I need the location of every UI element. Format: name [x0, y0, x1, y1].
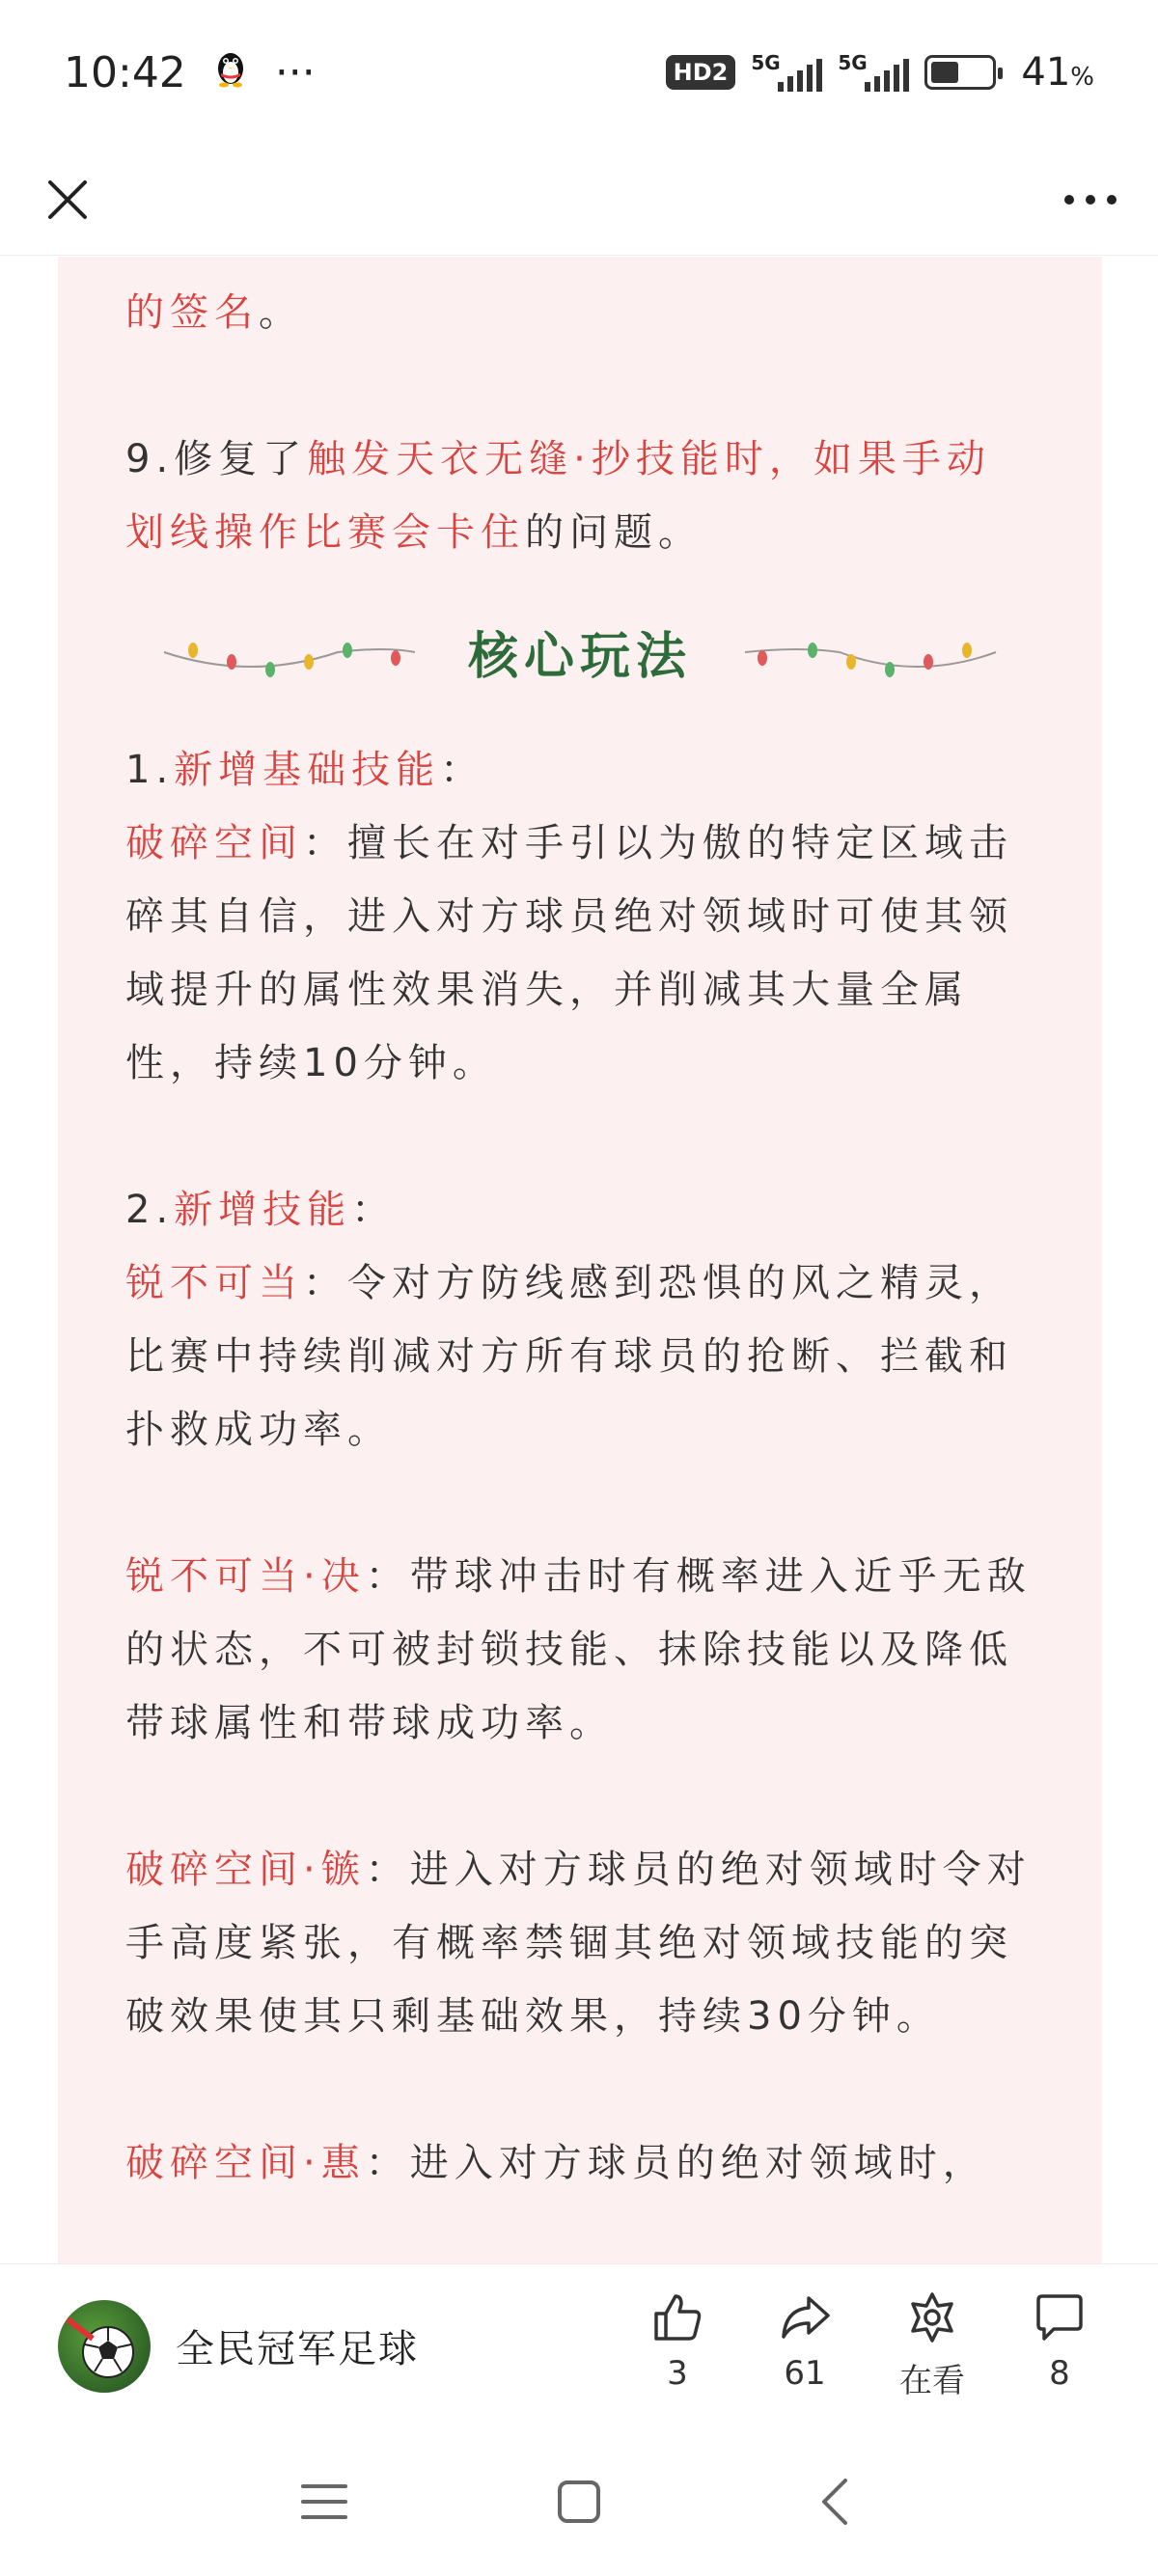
back-chevron-icon: [816, 2477, 851, 2527]
menu-icon: [299, 2480, 349, 2523]
close-button[interactable]: [37, 169, 98, 231]
like-button[interactable]: [637, 2290, 718, 2401]
more-options-button[interactable]: [1060, 169, 1121, 231]
status-left: [64, 47, 316, 98]
share-count: 61: [784, 2354, 826, 2393]
clock: 10:42: [64, 47, 186, 97]
watching-button[interactable]: [892, 2290, 973, 2401]
paragraph-item-1-heading: 1.新增基础技能：: [125, 748, 485, 792]
signal-bars-icon: [778, 59, 822, 92]
comment-count: 8: [1049, 2354, 1070, 2393]
paragraph-skill-broken-space-zu: 破碎空间·镞：进入对方球员的绝对领域时令对手高度紧张，有概率禁锢其绝对领域技能的突破效果使其只剩基础效果，持续30分钟。: [125, 1848, 1032, 2039]
battery-icon: [924, 55, 996, 90]
bottom-action-bar: [0, 2263, 1158, 2427]
article-content: [58, 257, 1102, 2263]
thumbs-up-icon: [650, 2290, 704, 2344]
signal-5g-2: [838, 53, 909, 92]
comment-bubble-icon: [1033, 2290, 1087, 2344]
section-header: [125, 569, 1034, 733]
battery-percent: 41%: [1021, 50, 1094, 95]
paragraph-item-2-heading: 2.新增技能：: [125, 1188, 397, 1232]
watching-label: 在看: [899, 2362, 965, 2400]
close-icon: [44, 177, 91, 223]
home-square-icon: [556, 2479, 602, 2525]
status-right: [666, 50, 1094, 95]
comment-button[interactable]: [1019, 2290, 1100, 2401]
signal-label: 5G: [751, 51, 781, 74]
flower-icon: [905, 2290, 959, 2344]
share-button[interactable]: [764, 2290, 845, 2401]
account-name[interactable]: 全民冠军足球: [176, 2327, 419, 2371]
menu-button[interactable]: [293, 2471, 355, 2533]
qq-penguin-icon: [213, 47, 248, 98]
signal-bars-icon: [865, 59, 909, 92]
signal-5g-1: [751, 53, 822, 92]
signal-label: 5G: [838, 51, 868, 74]
more-horizontal-icon: [1062, 192, 1119, 207]
more-notifications-icon: ···: [274, 47, 316, 97]
paragraph-skill-broken-space-hui: 破碎空间·惠：进入对方球员的绝对领域时，: [125, 2141, 987, 2185]
paragraph-signature-fragment: 的签名。: [125, 290, 303, 335]
action-buttons: [637, 2290, 1100, 2401]
battery-fill: [931, 62, 958, 83]
account-avatar[interactable]: [58, 2300, 151, 2393]
like-count: 3: [667, 2354, 688, 2393]
paragraph-skill-unstoppable: 锐不可当：令对方防线感到恐惧的风之精灵，比赛中持续削减对方所有球员的抢断、拦截和扑救成功率。: [125, 1261, 1013, 1452]
section-title-core-gameplay: 核心玩法: [467, 627, 692, 686]
home-button[interactable]: [548, 2471, 610, 2533]
paragraph-skill-unstoppable-jue: 锐不可当·决：带球冲击时有概率进入近乎无敌的状态，不可被封锁技能、抹除技能以及降低带球属性和带球成功率。: [125, 1554, 1032, 1745]
status-bar: [0, 0, 1158, 145]
paragraph-skill-broken-space: 破碎空间：擅长在对手引以为傲的特定区域击碎其自信，进入对方球员绝对领域时可使其领域提升的属性效果消失，并削减其大量全属性，持续10分钟。: [125, 821, 1013, 1085]
paragraph-item-9: 9.修复了触发天衣无缝·抄技能时，如果手动划线操作比赛会卡住的问题。: [125, 437, 991, 555]
system-navigation-bar: [0, 2427, 1158, 2576]
back-button[interactable]: [803, 2471, 865, 2533]
soccer-ball-icon: [58, 2300, 151, 2393]
share-arrow-icon: [778, 2290, 832, 2344]
hd-voice-badge: HD2: [666, 55, 736, 90]
top-nav-bar: [0, 145, 1158, 256]
